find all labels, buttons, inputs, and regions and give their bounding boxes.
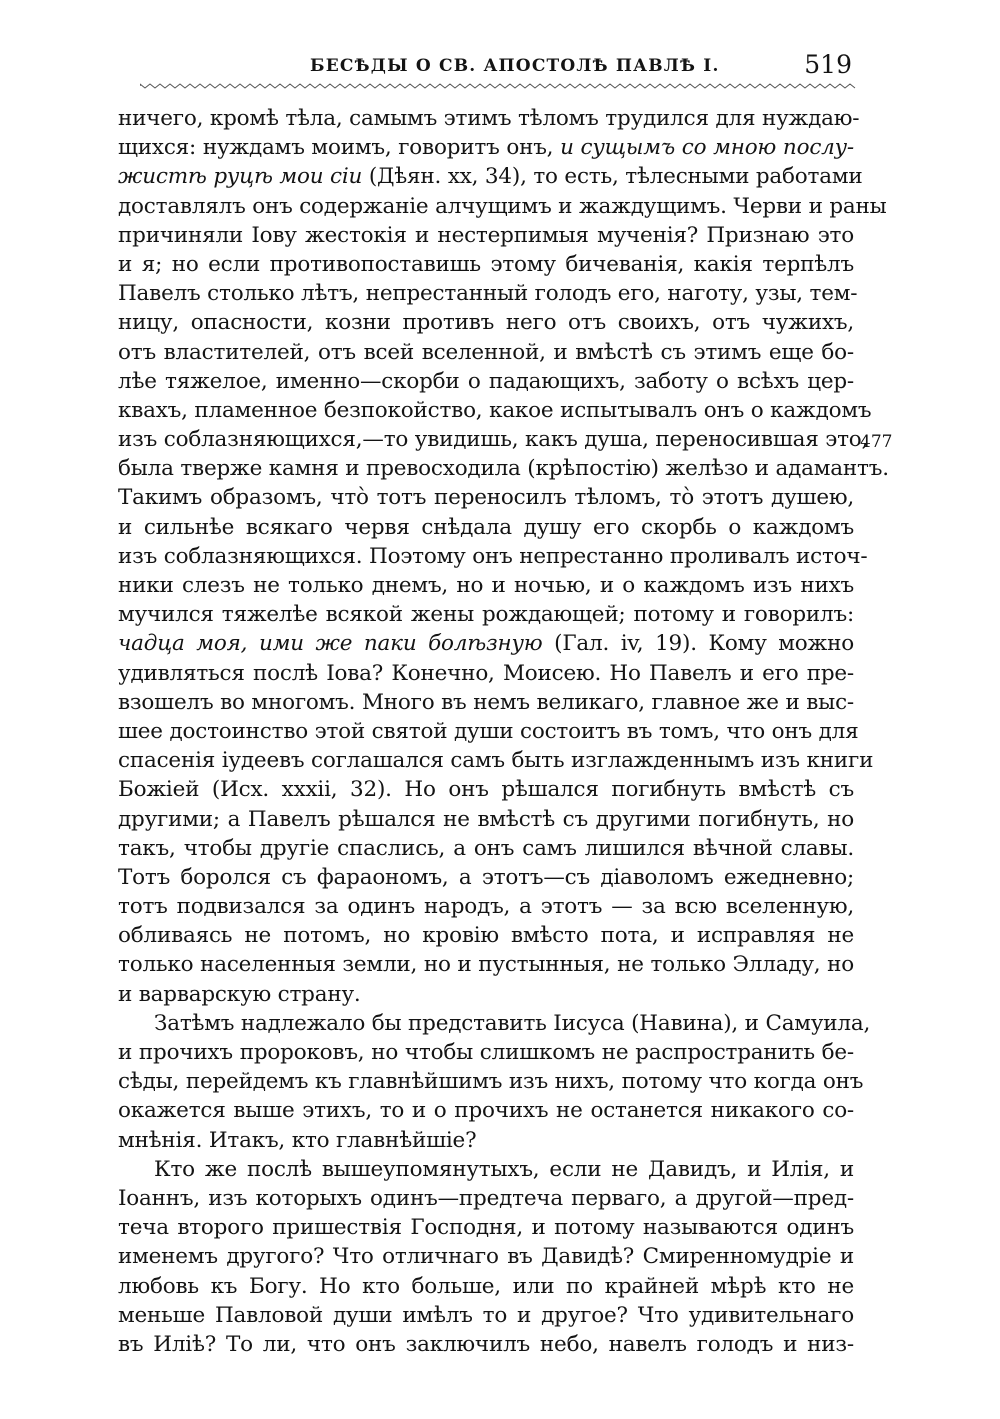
text-line xyxy=(118,367,854,396)
text-segment: другими; а Павелъ рѣшался не вмѣстѣ съ другими погибнуть, но xyxy=(118,806,854,832)
text-line xyxy=(118,980,854,1009)
text-line xyxy=(118,1067,864,1096)
text-line xyxy=(118,192,887,221)
text-line xyxy=(118,950,854,979)
running-title: БЕСѢДЫ О СВ. АПОСТОЛѢ ПАВЛѢ I. xyxy=(310,56,720,76)
text-segment: меньше Павловой души имѣлъ то и другое? Что удивительнаго xyxy=(118,1302,854,1328)
text-line xyxy=(118,1096,854,1125)
text-line xyxy=(118,834,854,863)
text-line xyxy=(118,1213,854,1242)
text-segment: квахъ, пламенное безпокойство, какое испытывалъ онъ о каждомъ xyxy=(118,397,872,423)
text-segment: обливаясь не потомъ, но кровію вмѣсто пота, и исправляя не xyxy=(118,923,854,949)
text-line xyxy=(118,308,854,337)
text-segment: сѣды, перейдемъ къ главнѣйшимъ изъ нихъ, потому что когда онъ xyxy=(118,1069,864,1095)
text-segment: лѣе тяжелое, именно—скорби о падающихъ, заботу о всѣхъ цер- xyxy=(118,368,854,394)
text-line xyxy=(118,279,858,308)
text-line xyxy=(118,250,854,279)
text-segment: Такимъ образомъ, что̀ тотъ переносилъ тѣломъ, то̀ этотъ душею, xyxy=(118,485,854,511)
text-line xyxy=(118,629,854,658)
text-segment: и я; но если противопоставишь этому бичеванія, какія терпѣлъ xyxy=(118,251,854,277)
text-segment: тотъ подвизался за одинъ народъ, а этотъ — за всю вселенную, xyxy=(118,894,854,920)
text-line xyxy=(118,805,854,834)
text-segment: взошелъ во многомъ. Много въ немъ великаго, главное же и выс- xyxy=(118,689,854,715)
text-line xyxy=(118,1184,854,1213)
text-line xyxy=(118,600,854,629)
text-line xyxy=(118,717,859,746)
text-segment: изъ соблазняющихся. Поэтому онъ непрестанно проливалъ источ- xyxy=(118,543,868,569)
text-line xyxy=(118,542,868,571)
text-line xyxy=(118,338,854,367)
text-segment: удивляться послѣ Іова? Конечно, Моисею. Но Павелъ и его пре- xyxy=(118,660,854,686)
text-line xyxy=(118,688,854,717)
text-segment: ники слезъ не только днемъ, но и ночью, и о каждомъ изъ нихъ xyxy=(118,573,854,598)
text-segment: щихся: нуждамъ моимъ, говоритъ онъ, xyxy=(118,135,561,161)
text-segment: (Дѣян. xx, 34), то есть, тѣлесными работами xyxy=(362,164,863,190)
text-line xyxy=(118,1330,854,1359)
text-segment: мучился тяжелѣе всякой жены рождающей; потому и говорилъ: xyxy=(118,602,854,628)
text-segment: окажется выше этихъ, то и о прочихъ не останется никакого со- xyxy=(118,1098,854,1124)
text-line xyxy=(118,104,860,133)
scripture-quote: чадца моя, ими же паки болѣзную xyxy=(118,631,543,657)
text-segment: отъ властителей, отъ всей вселенной, и вмѣстѣ съ этимъ еще бо- xyxy=(118,339,854,365)
text-line xyxy=(118,1009,871,1038)
text-line xyxy=(118,221,854,250)
text-line xyxy=(118,1242,854,1271)
text-segment: ницу, опасности, козни противъ него отъ своихъ, отъ чужихъ, xyxy=(118,310,854,336)
text-segment: доставлялъ онъ содержаніе алчущимъ и жаждущимъ. Черви и раны xyxy=(118,193,887,219)
text-segment: Павелъ столько лѣтъ, непрестанный голодъ его, наготу, узы, тем- xyxy=(118,281,858,307)
text-line xyxy=(118,454,889,483)
text-line xyxy=(118,571,854,600)
text-segment: (Гал. iv, 19). Кому можно xyxy=(542,631,854,657)
text-line xyxy=(118,659,854,688)
text-segment: Затѣмъ надлежало бы представить Іисуса (Навина), и Самуила, xyxy=(154,1010,871,1036)
text-line xyxy=(118,863,854,892)
text-line xyxy=(118,162,863,191)
text-line xyxy=(118,513,854,542)
text-segment: Тотъ боролся съ фараономъ, а этотъ—съ діаволомъ ежедневно; xyxy=(118,864,854,890)
text-segment: спасенія іудеевъ соглашался самъ быть изглажденнымъ изъ книги xyxy=(118,748,874,774)
scripture-quote: жистѣ руцѣ мои сіи xyxy=(118,164,363,190)
scripture-quote: и сущымъ со мною послу- xyxy=(560,135,854,161)
text-segment: изъ соблазняющихся,—то увидишь, какъ душа, переносившая это, xyxy=(118,427,869,453)
text-segment: и сильнѣе всякаго червя снѣдала душу его скорбь о каждомъ xyxy=(118,514,854,540)
text-line xyxy=(118,1301,854,1330)
text-line xyxy=(118,133,854,162)
text-segment: мнѣнія. Итакъ, кто главнѣйшіе? xyxy=(118,1127,477,1153)
text-segment: любовь къ Богу. Но кто больше, или по крайней мѣрѣ кто не xyxy=(118,1273,854,1299)
text-segment: въ Иліѣ? То ли, что онъ заключилъ небо, навелъ голодъ и низ- xyxy=(118,1331,854,1357)
wavy-rule-divider xyxy=(140,80,856,92)
text-segment: Божіей (Исх. xxxii, 32). Но онъ рѣшался погибнуть вмѣстѣ съ xyxy=(118,777,854,803)
text-segment: причиняли Іову жестокія и нестерпимыя мученія? Признаю это xyxy=(118,222,854,248)
text-line xyxy=(118,396,872,425)
text-line xyxy=(118,892,854,921)
text-segment: теча второго пришествія Господня, и потому называются одинъ xyxy=(118,1215,854,1241)
text-line xyxy=(118,775,854,804)
text-segment: шее достоинство этой святой души состоитъ въ томъ, что онъ для xyxy=(118,718,859,744)
text-line xyxy=(118,746,874,775)
margin-note-number: 477 xyxy=(860,432,893,452)
text-segment: такъ, чтобы другіе спаслись, а онъ самъ лишился вѣчной славы. xyxy=(118,835,854,861)
text-line xyxy=(118,1126,854,1155)
text-line xyxy=(118,1038,854,1067)
text-line xyxy=(118,483,854,512)
text-line xyxy=(118,425,869,454)
text-segment: была тверже камня и превосходила (крѣпостію) желѣзо и адамантъ. xyxy=(118,456,889,482)
text-segment: Іоаннъ, изъ которыхъ одинъ—предтеча перваго, а другой—пред- xyxy=(118,1185,854,1211)
text-line xyxy=(118,1272,854,1301)
text-segment: Кто же послѣ вышеупомянутыхъ, если не Давидъ, и Илія, и xyxy=(154,1156,854,1182)
text-segment: и прочихъ пророковъ, но чтобы слишкомъ не распространить бе- xyxy=(118,1040,854,1065)
text-segment: только населенныя земли, но и пустынныя, не только Элладу, но xyxy=(118,952,854,978)
text-segment: ничего, кромѣ тѣла, самымъ этимъ тѣломъ трудился для нуждаю- xyxy=(118,106,860,131)
text-line xyxy=(118,1155,854,1184)
text-segment: именемъ другого? Что отличнаго въ Давидѣ? Смиренномудріе и xyxy=(118,1244,854,1270)
text-line xyxy=(118,921,854,950)
page-number: 519 xyxy=(804,50,852,79)
text-segment: и варварскую страну. xyxy=(118,981,361,1007)
